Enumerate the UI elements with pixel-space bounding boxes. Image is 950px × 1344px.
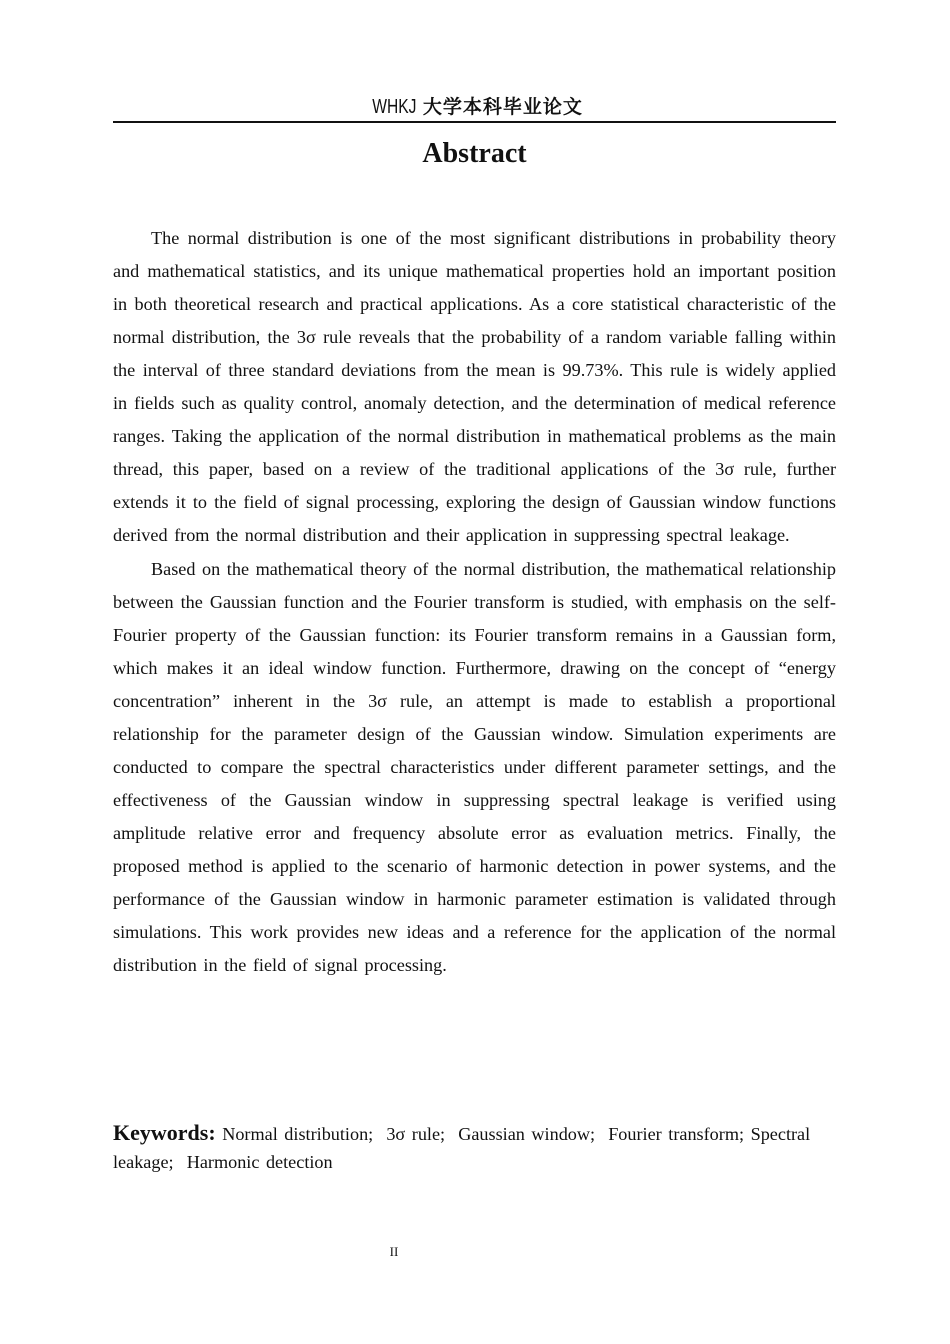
abstract-body [113, 222, 836, 983]
running-header [113, 92, 836, 121]
header-latin: WHKJ [372, 96, 417, 118]
keyword-item: 3σ rule; [386, 1124, 446, 1144]
page-title: Abstract [422, 138, 527, 169]
header-cjk: 大学本科毕业论文 [422, 96, 583, 118]
keyword-item: Spectral leakage; [113, 1124, 811, 1172]
abstract-paragraph-1: The normal distribution is one of the most significant distributions in probability theory and mathematical statistics, and its unique mathematical properties hold an important position in both theoretical research and practical applications. As a core statistical characteristic of the normal distribution, the 3σ rule reveals that the probability of a random variable falling within the interval of three standard deviations from the mean is 99.73%. This rule is widely applied in fields such as quality control, anomaly detection, and the determination of medical reference ranges. Taking the application of the normal distribution in mathematical problems as the main thread, this paper, based on a review of the traditional applications of the 3σ rule, further extends it to the field of signal processing, exploring the design of Gaussian window functions derived from the normal distribution and their application in suppressing spectral leakage. [113, 228, 836, 545]
keywords [113, 1119, 813, 1176]
header-rule [113, 121, 836, 123]
keyword-item: Normal distribution; [222, 1124, 374, 1144]
abstract-paragraph-2: Based on the mathematical theory of the normal distribution, the mathematical relationship between the Gaussian function and the Fourier transform is studied, with emphasis on the self-Fourier property of the Gaussian function: its Fourier transform remains in a Gaussian form, which makes it an ideal window function. Furthermore, drawing on the concept of “energy concentration” inherent in the 3σ rule, an attempt is made to establish a proportional relationship for the parameter design of the Gaussian window. Simulation experiments are conducted to compare the spectral characteristics under different parameter settings, and the effectiveness of the Gaussian window in suppressing spectral leakage is verified using amplitude relative error and frequency absolute error as evaluation metrics. Finally, the proposed method is applied to the scenario of harmonic detection in power systems, and the performance of the Gaussian window in harmonic parameter estimation is validated through simulations. This work provides new ideas and a reference for the application of the normal distribution in the field of signal processing. [113, 559, 836, 975]
keyword-item: Gaussian window; [458, 1124, 596, 1144]
keywords-label: Keywords: [113, 1120, 216, 1145]
keyword-item: Harmonic detection [186, 1152, 333, 1172]
keyword-item: Fourier transform; [608, 1124, 745, 1144]
page-number: II [389, 1244, 399, 1259]
